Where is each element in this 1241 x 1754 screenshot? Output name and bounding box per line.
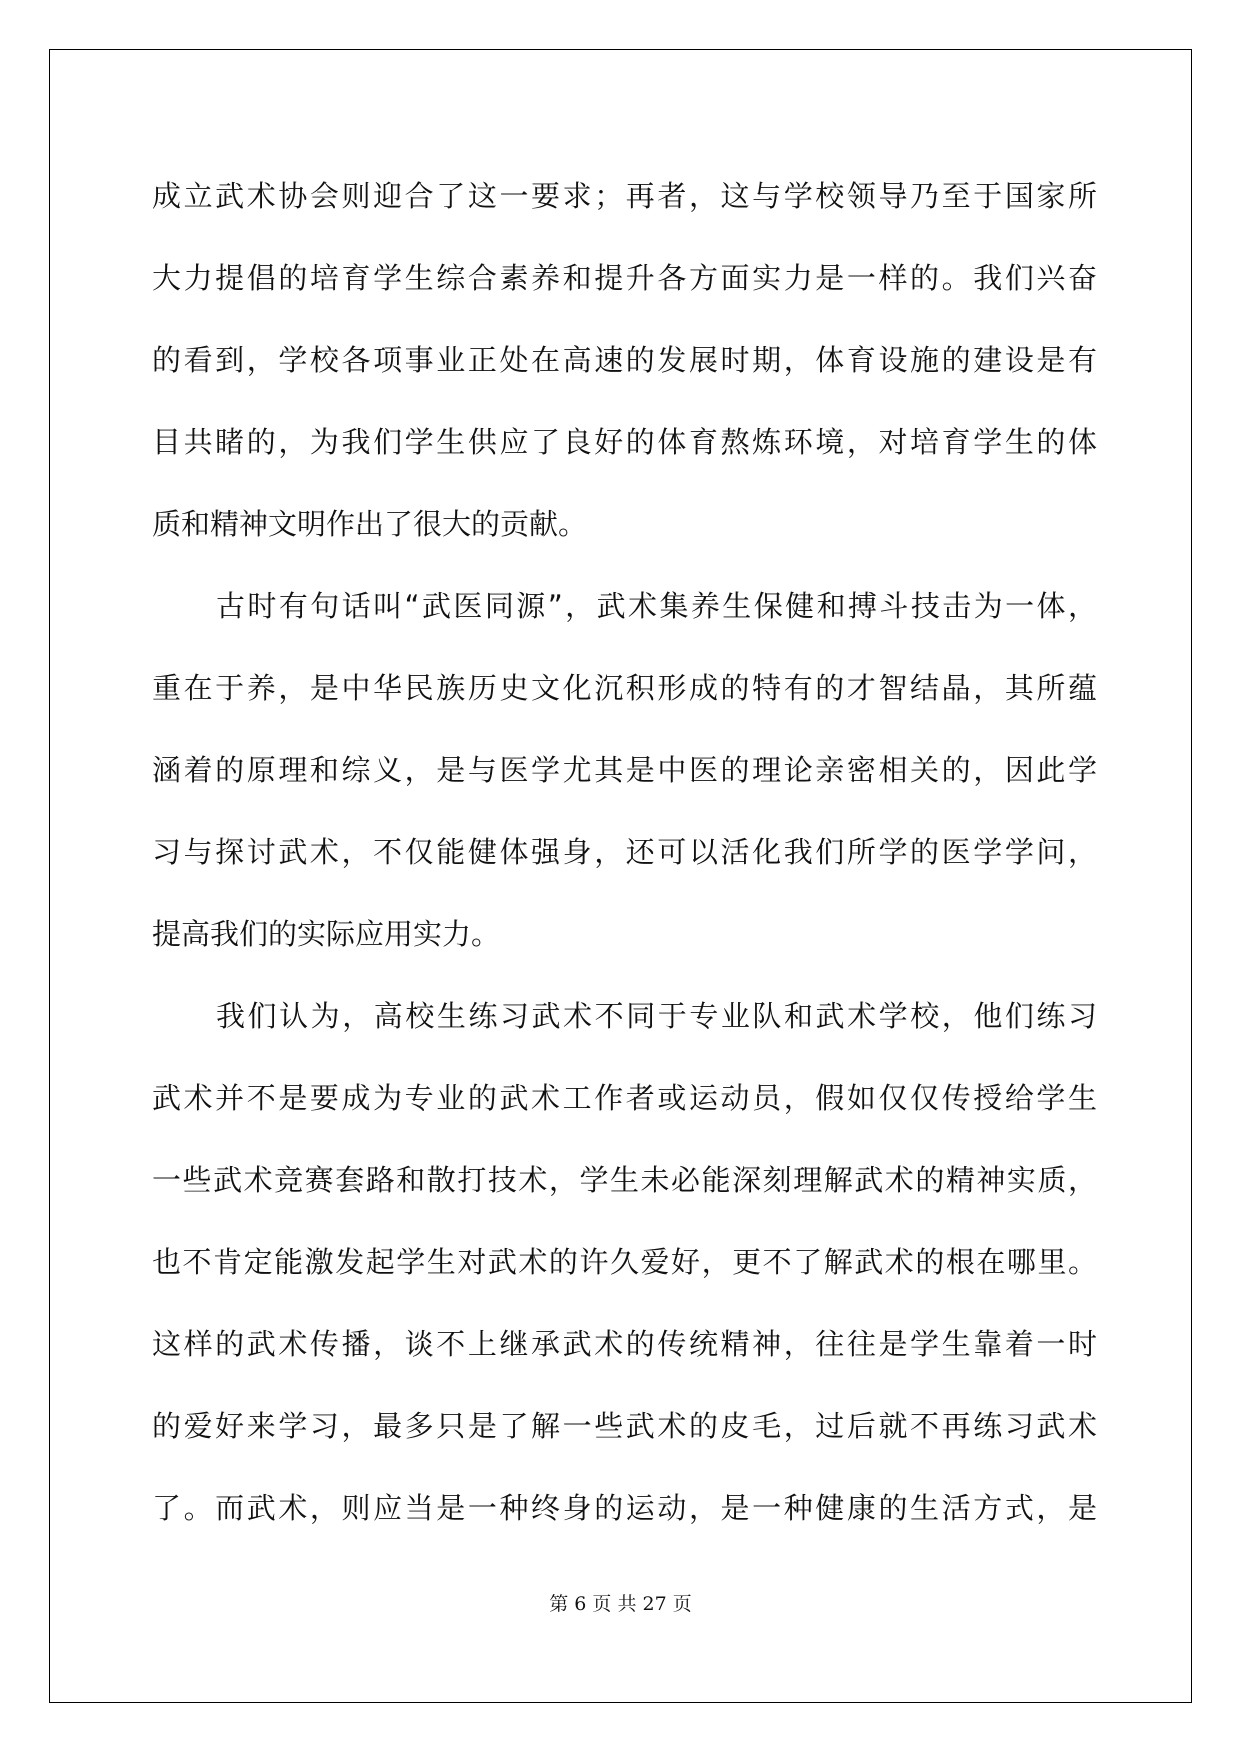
text-line: 这样的武术传播，谈不上继承武术的传统精神，往往是学生靠着一时 <box>152 1327 1097 1361</box>
text-line: 涵着的原理和综义，是与医学尤其是中医的理论亲密相关的，因此学 <box>152 753 1097 787</box>
text-line: 目共睹的，为我们学生供应了良好的体育熬炼环境，对培育学生的体 <box>152 425 1097 459</box>
text-line: 古时有句话叫“武医同源”，武术集养生保健和搏斗技击为一体， <box>216 589 1097 623</box>
text-line: 我们认为，高校生练习武术不同于专业队和武术学校，他们练习 <box>216 999 1097 1033</box>
text-line: 成立武术协会则迎合了这一要求；再者，这与学校领导乃至于国家所 <box>152 179 1097 213</box>
page-number-footer: 第 6 页 共 27 页 <box>549 1593 692 1615</box>
text-line: 重在于养，是中华民族历史文化沉积形成的特有的才智结晶，其所蕴 <box>152 671 1097 705</box>
text-line: 的看到，学校各项事业正处在高速的发展时期，体育设施的建设是有 <box>152 343 1097 377</box>
document-body <box>152 155 1097 1549</box>
text-line: 大力提倡的培育学生综合素养和提升各方面实力是一样的。我们兴奋 <box>152 261 1097 295</box>
text-line: 一些武术竞赛套路和散打技术，学生未必能深刻理解武术的精神实质， <box>152 1163 1097 1197</box>
text-line: 也不肯定能激发起学生对武术的许久爱好，更不了解武术的根在哪里。 <box>152 1245 1097 1279</box>
text-line: 质和精神文明作出了很大的贡献。 <box>152 507 588 541</box>
text-line: 提高我们的实际应用实力。 <box>152 917 501 951</box>
text-line: 的爱好来学习，最多只是了解一些武术的皮毛，过后就不再练习武术 <box>152 1409 1097 1443</box>
text-line: 武术并不是要成为专业的武术工作者或运动员，假如仅仅传授给学生 <box>152 1081 1097 1115</box>
text-line: 习与探讨武术，不仅能健体强身，还可以活化我们所学的医学学问， <box>152 835 1097 869</box>
text-line: 了。而武术，则应当是一种终身的运动，是一种健康的生活方式，是 <box>152 1491 1097 1525</box>
